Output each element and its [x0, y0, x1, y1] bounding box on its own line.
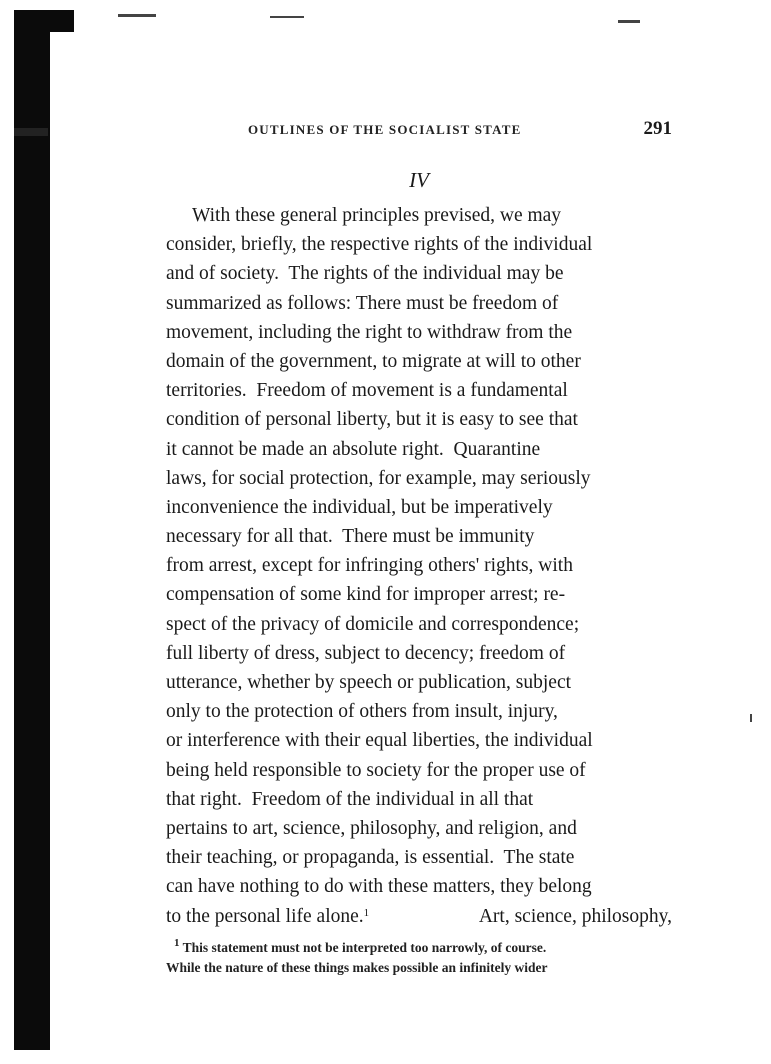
footnote-line: [166, 958, 672, 978]
text-line-content: [166, 902, 369, 931]
text-line-content: condition of personal liberty, but it is easy to see that: [166, 409, 578, 431]
text-line-content: With these general principles prevised, we may: [192, 205, 562, 226]
text-line: [166, 230, 672, 259]
footnote-line: [166, 938, 672, 958]
scan-speck: [14, 128, 48, 136]
text-line-content: pertains to art, science, philosophy, and religion, and: [166, 817, 577, 839]
scan-speck: [118, 14, 156, 17]
text-line-content: compensation of some kind for improper arrest; re-: [166, 584, 566, 606]
text-line: [166, 464, 672, 493]
text-line: [166, 376, 672, 405]
text-line: [166, 289, 672, 318]
text-line-content: territories. Freedom of movement is a fundamental: [166, 380, 568, 402]
footnote: [166, 938, 672, 978]
text-line: [166, 726, 672, 755]
footnote-marker: 1: [174, 937, 180, 949]
footnote-line-content: [174, 938, 546, 958]
text-line: [166, 843, 672, 872]
text-line: [166, 668, 672, 697]
scan-edge-shadow: [14, 10, 50, 1050]
text-line: [166, 902, 672, 931]
text-line-content: full liberty of dress, subject to decency; freedom of: [166, 642, 566, 664]
text-line-content: from arrest, except for infringing others' rights, with: [166, 555, 573, 577]
text-line: [166, 551, 672, 580]
text-line-content: it cannot be made an absolute right. Quarantine: [166, 438, 541, 460]
text-line-content: their teaching, or propaganda, is essential. The state: [166, 847, 575, 869]
text-line: [166, 435, 672, 464]
body-text: [166, 201, 672, 931]
running-title: OUTLINES OF THE SOCIALIST STATE: [248, 122, 522, 137]
footnote-reference[interactable]: 1: [363, 906, 370, 919]
text-line: [166, 697, 672, 726]
text-line-content: only to the protection of others from insult, injury,: [166, 701, 558, 723]
page-number: 291: [643, 118, 672, 139]
footnote-line-content: While the nature of these things makes possible an infinitely wider: [166, 960, 548, 975]
text-line-content: utterance, whether by speech or publication, subject: [166, 672, 572, 693]
text-line-content: spect of the privacy of domicile and correspondence;: [166, 613, 580, 635]
section-numeral: IV: [409, 168, 429, 192]
text-line-content: being held responsible to society for the proper use of: [166, 759, 586, 781]
text-line: [166, 785, 672, 814]
text-line: [166, 522, 672, 551]
text-line-content: domain of the government, to migrate at will to other: [166, 350, 581, 372]
text-line-content: laws, for social protection, for example, may seriously: [166, 467, 591, 489]
text-fragment: to the personal life alone.: [166, 905, 364, 927]
text-line-content: inconvenience the individual, but be imperatively: [166, 496, 553, 518]
text-line: [166, 639, 672, 668]
text-line-content: can have nothing to do with these matters, they belong: [166, 876, 592, 898]
text-line: [166, 405, 672, 434]
text-line: [166, 814, 672, 843]
scan-edge-corner: [14, 10, 74, 32]
text-line: [166, 872, 672, 901]
scan-speck: [618, 20, 640, 23]
text-line-content: consider, briefly, the respective rights of the individual: [166, 234, 593, 256]
text-line: [166, 318, 672, 347]
text-fragment: This statement must not be interpreted too narrowly, of course.: [182, 940, 547, 955]
text-line: [166, 610, 672, 639]
text-line-content: or interference with their equal liberties, the individual: [166, 730, 593, 752]
text-line: [166, 201, 672, 230]
text-line-content: Art, science, philosophy,: [478, 905, 672, 927]
scan-speck: [270, 16, 304, 18]
text-line-content: necessary for all that. There must be immunity: [166, 526, 535, 548]
text-line-content: that right. Freedom of the individual in all that: [166, 788, 534, 810]
text-line: [166, 493, 672, 522]
text-line: [166, 259, 672, 288]
running-head: [166, 118, 672, 142]
text-line-content: movement, including the right to withdraw from the: [166, 321, 573, 343]
scan-speck: [750, 714, 752, 722]
text-line-content: and of society. The rights of the individual may be: [166, 263, 564, 285]
text-line-content: summarized as follows: There must be freedom of: [166, 292, 559, 314]
text-line: [166, 580, 672, 609]
text-line: [166, 756, 672, 785]
text-line: [166, 347, 672, 376]
